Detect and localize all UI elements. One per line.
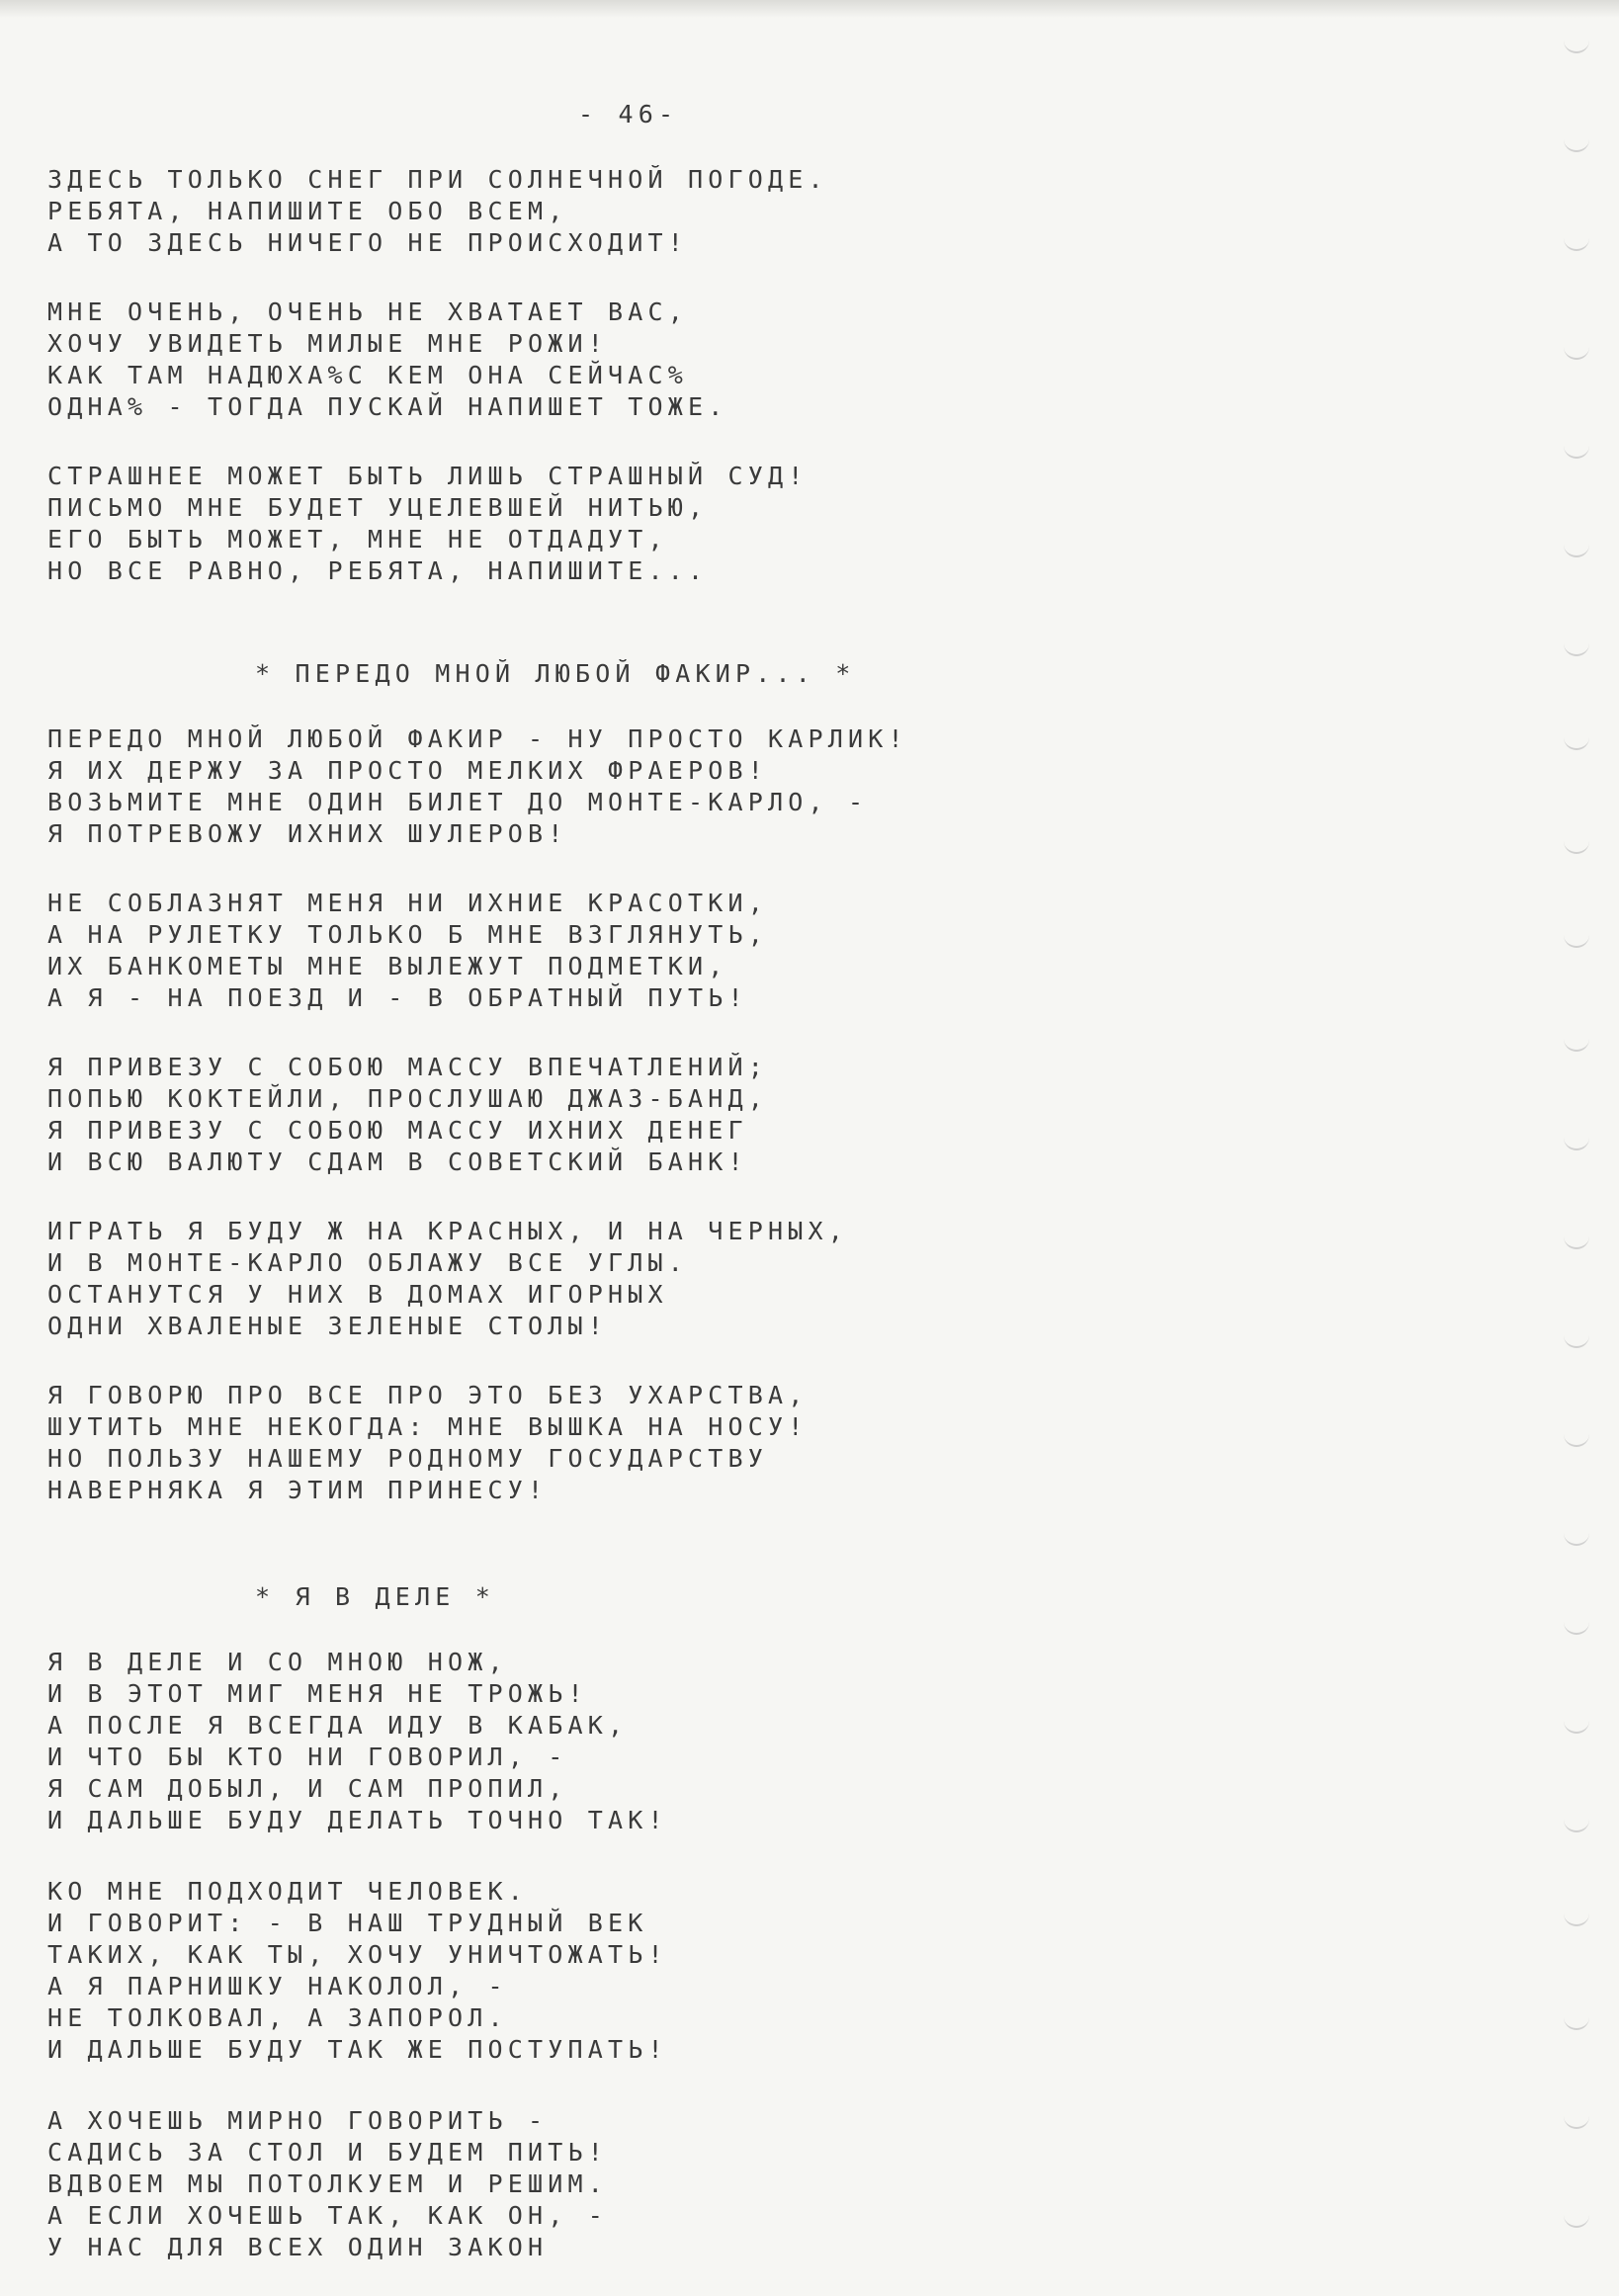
poem-line: МНЕ ОЧЕНЬ, ОЧЕНЬ НЕ ХВАТАЕТ ВАС,: [47, 298, 689, 326]
poem-line: СТРАШНЕЕ МОЖЕТ БЫТЬ ЛИШЬ СТРАШНЫЙ СУД!: [47, 462, 809, 490]
margin-mark: [1564, 1334, 1589, 1348]
poem-line: НЕ СОБЛАЗНЯТ МЕНЯ НИ ИХНИЕ КРАСОТКИ,: [47, 889, 769, 917]
poem-line: НО ПОЛЬЗУ НАШЕМУ РОДНОМУ ГОСУДАРСТВУ: [47, 1444, 769, 1473]
poem-line: А Я - НА ПОЕЗД И - В ОБРАТНЫЙ ПУТЬ!: [47, 983, 748, 1012]
stanza-2-4: [47, 1216, 848, 1342]
margin-mark: [1564, 2214, 1589, 2228]
margin-mark: [1564, 1621, 1589, 1635]
margin-mark: [1564, 544, 1589, 557]
stanza-2-2: [47, 888, 768, 1014]
margin-mark: [1564, 840, 1589, 854]
poem-line: ПОПЬЮ КОКТЕЙЛИ, ПРОСЛУШАЮ ДЖАЗ-БАНД,: [47, 1084, 769, 1113]
margin-mark: [1564, 642, 1589, 656]
poem-line: И ГОВОРИТ: - В НАШ ТРУДНЫЙ ВЕК: [47, 1909, 648, 1937]
poem-line: А ЕСЛИ ХОЧЕШЬ ТАК, КАК ОН, -: [47, 2201, 609, 2230]
poem-title-ya-v-dele: * Я В ДЕЛЕ *: [255, 1582, 496, 1611]
margin-mark: [1564, 138, 1589, 152]
poem-line: ИГРАТЬ Я БУДУ Ж НА КРАСНЫХ, И НА ЧЕРНЫХ,: [47, 1217, 849, 1245]
poem-line: ОДНА% - ТОГДА ПУСКАЙ НАПИШЕТ ТОЖЕ.: [47, 392, 728, 421]
stanza-2-3: [47, 1052, 768, 1178]
stanza-2-5: [47, 1380, 809, 1506]
poem-line: Я САМ ДОБЫЛ, И САМ ПРОПИЛ,: [47, 1774, 568, 1803]
poem-line: ЗДЕСЬ ТОЛЬКО СНЕГ ПРИ СОЛНЕЧНОЙ ПОГОДЕ.: [47, 165, 828, 194]
poem-line: РЕБЯТА, НАПИШИТЕ ОБО ВСЕМ,: [47, 197, 568, 225]
poem-line: НАВЕРНЯКА Я ЭТИМ ПРИНЕСУ!: [47, 1476, 549, 1504]
margin-mark: [1564, 237, 1589, 251]
poem-line: ТАКИХ, КАК ТЫ, ХОЧУ УНИЧТОЖАТЬ!: [47, 1940, 668, 1969]
poem-line: Я ПОТРЕВОЖУ ИХНИХ ШУЛЕРОВ!: [47, 819, 568, 848]
poem-line: И ДАЛЬШЕ БУДУ ТАК ЖЕ ПОСТУПАТЬ!: [47, 2035, 668, 2064]
margin-mark: [1564, 1235, 1589, 1249]
stanza-3-2: [47, 1876, 668, 2066]
poem-line: САДИСЬ ЗА СТОЛ И БУДЕМ ПИТЬ!: [47, 2138, 609, 2167]
margin-mark: [1564, 1720, 1589, 1734]
sheet-top-edge: [0, 0, 1619, 18]
poem-line: ВОЗЬМИТЕ МНЕ ОДИН БИЛЕТ ДО МОНТЕ-КАРЛО, -: [47, 788, 869, 816]
poem-line: У НАС ДЛЯ ВСЕХ ОДИН ЗАКОН: [47, 2233, 549, 2261]
poem-line: И ЧТО БЫ КТО НИ ГОВОРИЛ, -: [47, 1743, 568, 1771]
stanza-2-1: [47, 723, 908, 850]
poem-line: ИХ БАНКОМЕТЫ МНЕ ВЫЛЕЖУТ ПОДМЕТКИ,: [47, 952, 728, 980]
poem-line: А ХОЧЕШЬ МИРНО ГОВОРИТЬ -: [47, 2106, 549, 2135]
margin-mark: [1564, 346, 1589, 360]
poem-line: И ДАЛЬШЕ БУДУ ДЕЛАТЬ ТОЧНО ТАК!: [47, 1806, 668, 1834]
stanza-1-2: [47, 297, 728, 423]
poem-line: ОСТАНУТСЯ У НИХ В ДОМАХ ИГОРНЫХ: [47, 1280, 668, 1309]
poem-line: А ПОСЛЕ Я ВСЕГДА ИДУ В КАБАК,: [47, 1711, 629, 1740]
poem-line: НО ВСЕ РАВНО, РЕБЯТА, НАПИШИТЕ...: [47, 556, 709, 585]
margin-mark: [1564, 40, 1589, 53]
poem-title-fakir: * ПЕРЕДО МНОЙ ЛЮБОЙ ФАКИР... *: [255, 659, 856, 688]
margin-mark: [1564, 1038, 1589, 1052]
margin-mark: [1564, 2016, 1589, 2030]
stanza-1-3: [47, 461, 809, 587]
poem-line: КО МНЕ ПОДХОДИТ ЧЕЛОВЕК.: [47, 1877, 529, 1906]
poem-line: ШУТИТЬ МНЕ НЕКОГДА: МНЕ ВЫШКА НА НОСУ!: [47, 1412, 809, 1441]
poem-line: Я ИХ ДЕРЖУ ЗА ПРОСТО МЕЛКИХ ФРАЕРОВ!: [47, 756, 769, 785]
margin-mark: [1564, 1433, 1589, 1447]
poem-line: НЕ ТОЛКОВАЛ, А ЗАПОРОЛ.: [47, 2003, 508, 2032]
poem-line: ВДВОЕМ МЫ ПОТОЛКУЕМ И РЕШИМ.: [47, 2169, 609, 2198]
poem-line: Я В ДЕЛЕ И СО МНОЮ НОЖ,: [47, 1648, 508, 1676]
poem-line: И ВСЮ ВАЛЮТУ СДАМ В СОВЕТСКИЙ БАНК!: [47, 1148, 748, 1176]
poem-line: А Я ПАРНИШКУ НАКОЛОЛ, -: [47, 1972, 508, 2000]
poem-line: ЕГО БЫТЬ МОЖЕТ, МНЕ НЕ ОТДАДУТ,: [47, 525, 668, 553]
margin-mark: [1564, 445, 1589, 459]
margin-mark: [1564, 934, 1589, 948]
poem-line: ПЕРЕДО МНОЙ ЛЮБОЙ ФАКИР - НУ ПРОСТО КАРЛИК!: [47, 724, 908, 753]
margin-mark: [1564, 1532, 1589, 1546]
margin-mark: [1564, 1913, 1589, 1926]
stanza-1-1: [47, 164, 828, 259]
poem-line: Я ПРИВЕЗУ С СОБОЮ МАССУ ВПЕЧАТЛЕНИЙ;: [47, 1053, 769, 1081]
poem-line: И В ЭТОТ МИГ МЕНЯ НЕ ТРОЖЬ!: [47, 1679, 588, 1708]
margin-mark: [1564, 1137, 1589, 1150]
margin-mark: [1564, 1819, 1589, 1832]
poem-line: ХОЧУ УВИДЕТЬ МИЛЫЕ МНЕ РОЖИ!: [47, 329, 609, 358]
poem-line: Я ГОВОРЮ ПРО ВСЕ ПРО ЭТО БЕЗ УХАРСТВА,: [47, 1381, 809, 1409]
poem-line: Я ПРИВЕЗУ С СОБОЮ МАССУ ИХНИХ ДЕНЕГ: [47, 1116, 748, 1145]
poem-line: ОДНИ ХВАЛЕНЫЕ ЗЕЛЕНЫЕ СТОЛЫ!: [47, 1312, 609, 1340]
poem-line: А ТО ЗДЕСЬ НИЧЕГО НЕ ПРОИСХОДИТ!: [47, 228, 689, 257]
poem-line: И В МОНТЕ-КАРЛО ОБЛАЖУ ВСЕ УГЛЫ.: [47, 1248, 689, 1277]
poem-line: А НА РУЛЕТКУ ТОЛЬКО Б МНЕ ВЗГЛЯНУТЬ,: [47, 920, 769, 949]
stanza-3-3: [47, 2105, 608, 2263]
page-number: - 46-: [578, 100, 679, 128]
margin-mark: [1564, 2115, 1589, 2129]
poem-line: КАК ТАМ НАДЮХА%С КЕМ ОНА СЕЙЧАС%: [47, 361, 689, 389]
margin-mark: [1564, 736, 1589, 750]
poem-line: ПИСЬМО МНЕ БУДЕТ УЦЕЛЕВШЕЙ НИТЬЮ,: [47, 493, 709, 522]
stanza-3-1: [47, 1647, 668, 1836]
